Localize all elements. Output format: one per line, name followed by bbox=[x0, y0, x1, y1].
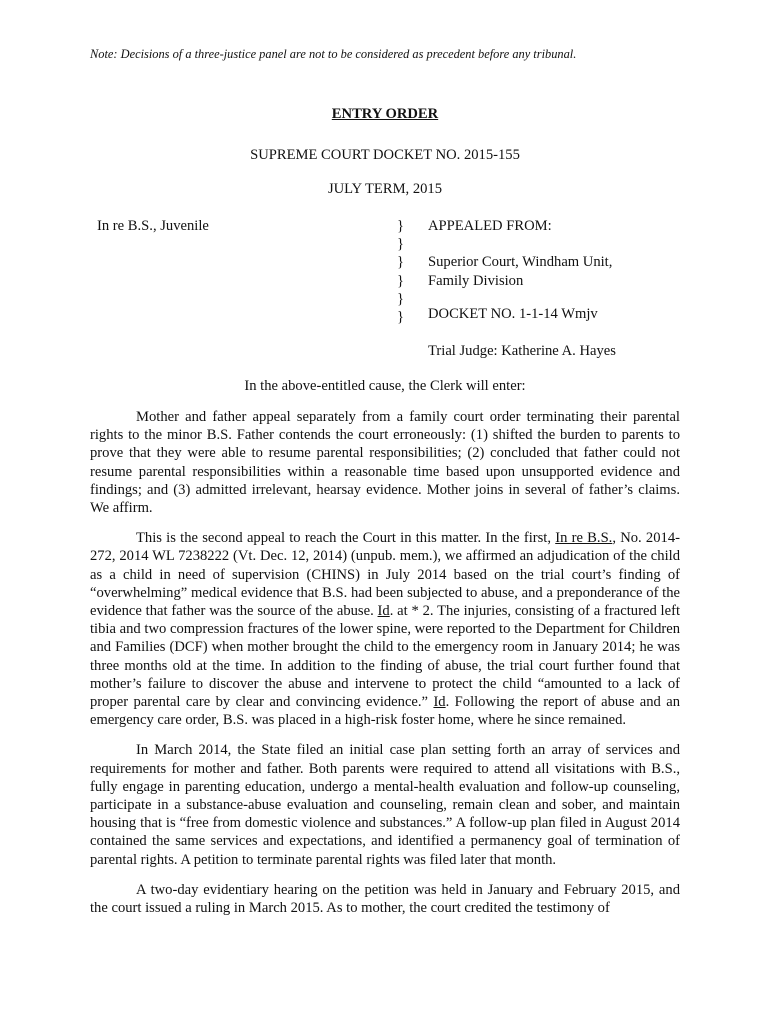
id-citation: Id bbox=[433, 694, 446, 711]
brace: } bbox=[397, 308, 405, 325]
brace: } bbox=[397, 254, 405, 271]
term-heading: JULY TERM, 2015 bbox=[327, 181, 443, 197]
trial-judge: Trial Judge: Katherine A. Hayes bbox=[428, 343, 616, 359]
brace: } bbox=[397, 290, 405, 307]
precedent-note: Note: Decisions of a three-justice panel are not to be considered as precedent before any tribunal. bbox=[90, 47, 577, 61]
docket-heading: SUPREME COURT DOCKET NO. 2015-155 bbox=[250, 147, 520, 163]
paragraph-2: This is the second appeal to reach the Court in this matter. In the first, In re B.S., No. 2014-272, 2014 WL 7238222 (Vt. Dec. 12, 2014) (unpub. mem.), we affirmed an adjudication of the child as a child in need of supervision (CHINS) in July 2014 based on the trial court’s finding of “overwhelming” medical evidence that B.S. had been subjected to abuse, and a preponderance of the evidence that father was the source of the abuse. Id. at * 2. The injuries, consisting of a fractured left tibia and two compression fractures of the lower spine, were reported to the Department for Children and Families (DCF) when mother brought the child to the emergency room in January 2014; he was three months old at the time. In addition to the finding of abuse, the trial court further found that mother’s failure to discover the abuse and intervene to protect the child “amounted to a lack of proper parental care by clear and convincing evidence.” Id. Following the report of abuse and an emergency care order, B.S. was placed in a high-risk foster home, where he since remained. bbox=[90, 530, 680, 729]
paragraph-1: Mother and father appeal separately from a family court order terminating their parental rights to the minor B.S. Father contends the court erroneously: (1) shifted the burden to parents to prove that they were able to resume parental responsibilities; (2) concluded that father could not resume parental responsibilities within a reasonable time based upon unsupported evidence and findings; and (3) admitted irrelevant, hearsay evidence. Mother joins in several of father’s claims. We affirm. bbox=[90, 409, 680, 517]
case-name: In re B.S., Juvenile bbox=[97, 218, 209, 234]
caption-braces bbox=[397, 217, 404, 326]
clerk-line: In the above-entitled cause, the Clerk will enter: bbox=[244, 378, 526, 394]
appeal-info bbox=[428, 217, 612, 290]
brace: } bbox=[397, 218, 405, 234]
case-citation: In re B.S. bbox=[555, 530, 613, 547]
brace: } bbox=[397, 236, 405, 253]
appealed-from-label: APPEALED FROM: bbox=[428, 218, 552, 234]
lower-docket-number: DOCKET NO. 1-1-14 Wmjv bbox=[428, 306, 598, 322]
brace: } bbox=[397, 272, 405, 289]
paragraph-4: A two-day evidentiary hearing on the petition was held in January and February 2015, and the court issued a ruling in March 2015. As to mother, the court credited the testimony of bbox=[90, 881, 680, 917]
court-line-2: Family Division bbox=[428, 272, 524, 289]
id-citation: Id bbox=[377, 603, 390, 620]
order-body bbox=[90, 408, 680, 929]
page-title: ENTRY ORDER bbox=[331, 106, 439, 122]
court-line-1: Superior Court, Windham Unit, bbox=[428, 254, 613, 271]
paragraph-3: In March 2014, the State filed an initial case plan setting forth an array of services and requirements for mother and father. Both parents were required to attend all visitations with B.S., fully engage in parenting education, undergo a mental-health evaluation and follow-up counseling, participate in a substance-abuse evaluation and counseling, remain clean and sober, and maintain housing that is “free from domestic violence and substances.” A follow-up plan filed in August 2014 contained the same services and expectations, and identified a permanency goal of termination of parental rights. A petition to terminate parental rights was filed later that month. bbox=[90, 742, 680, 868]
